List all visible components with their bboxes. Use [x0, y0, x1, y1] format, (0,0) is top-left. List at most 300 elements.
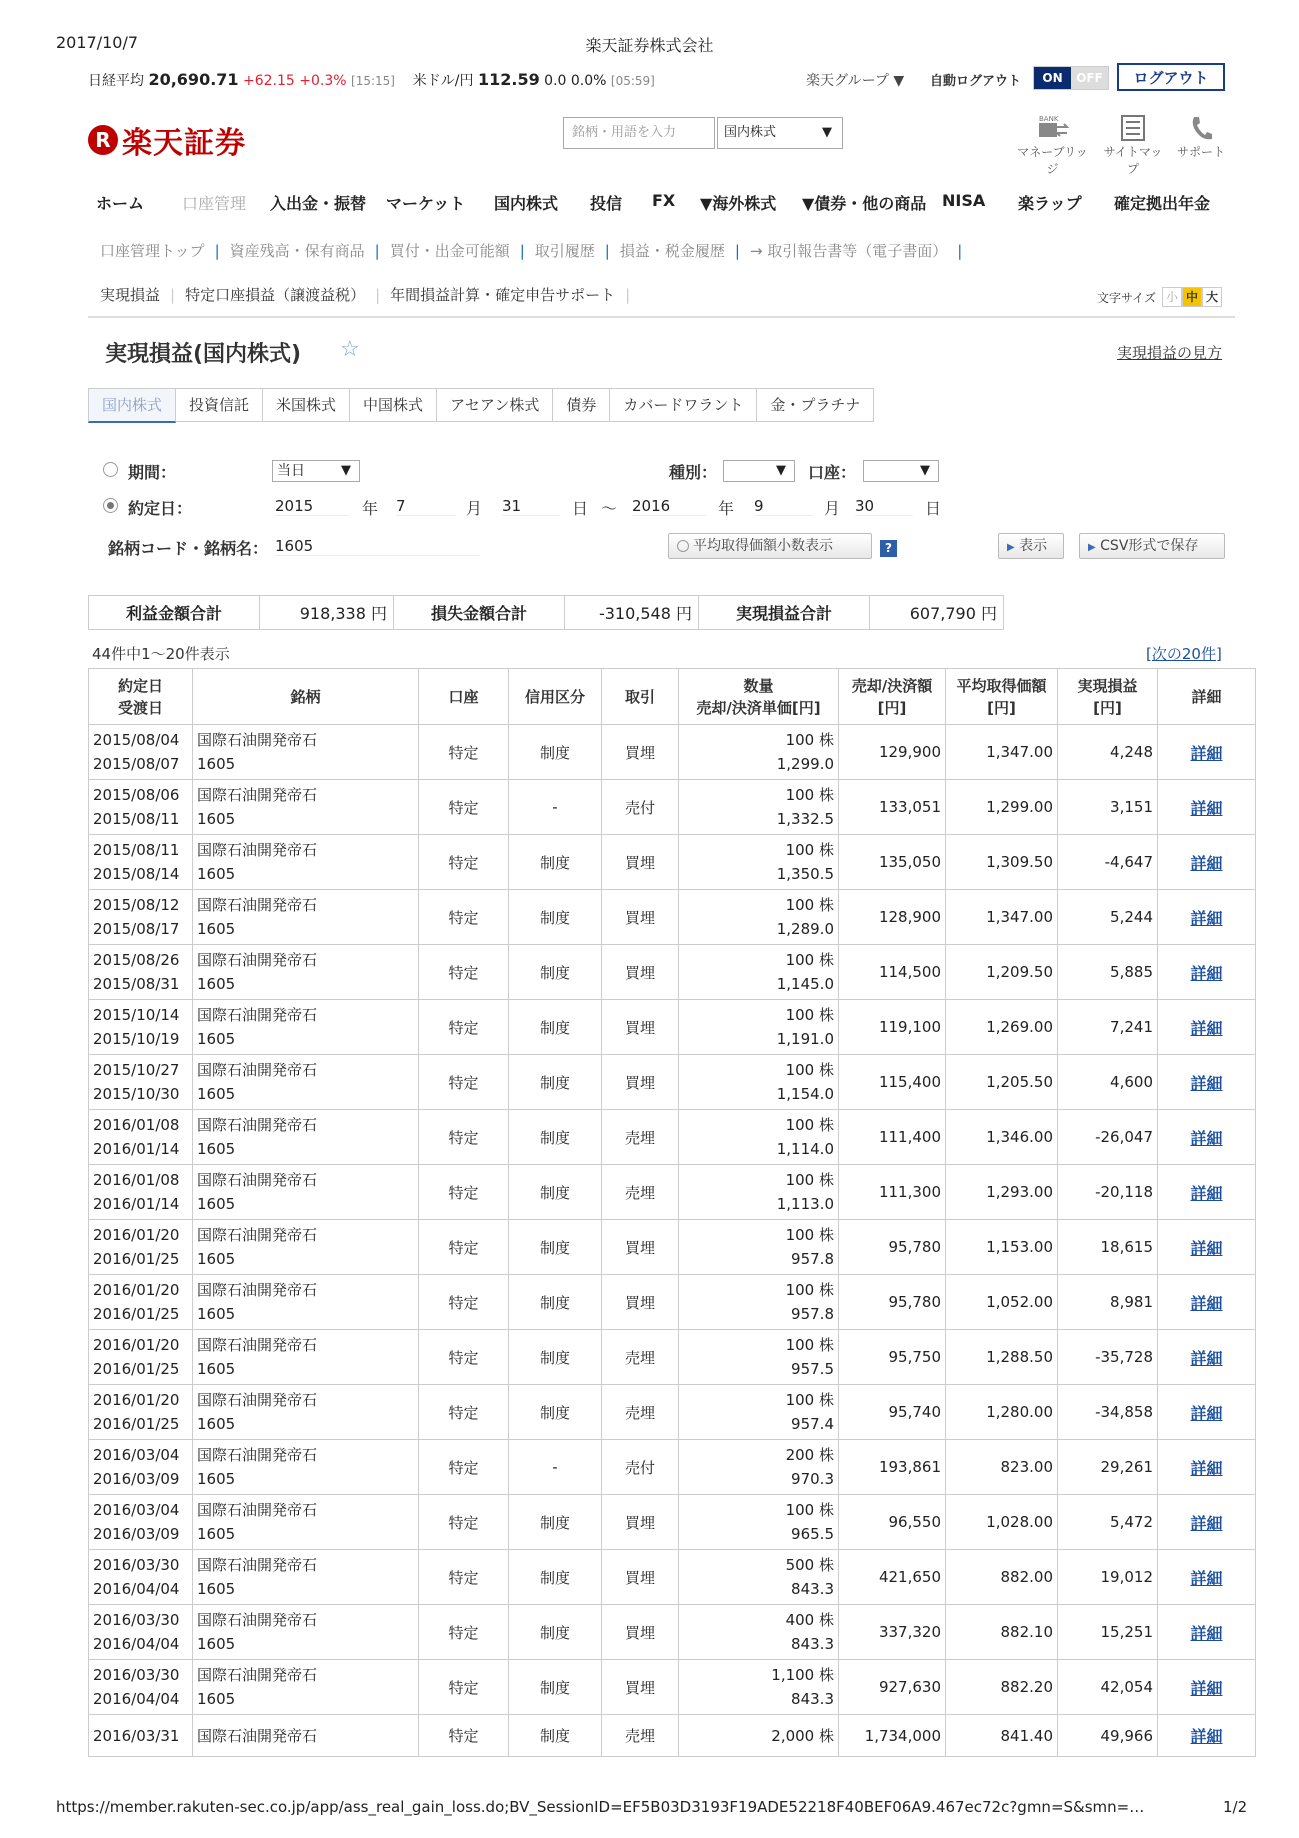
cell-avg-price: 882.10 [946, 1605, 1058, 1660]
trade-date: 2015/08/26 [93, 951, 180, 969]
subnav-item-0[interactable]: 口座管理トップ [100, 242, 205, 260]
cell-trade: 買埋 [602, 725, 679, 780]
money-bridge-link[interactable] [1015, 113, 1090, 177]
decimal-radio [677, 540, 689, 552]
stock-code: 1605 [197, 1525, 236, 1543]
detail-link[interactable]: 詳細 [1190, 908, 1223, 928]
trade-date: 2016/03/31 [93, 1726, 180, 1745]
period-radio[interactable] [103, 462, 118, 477]
stock-name: 国際石油開発帝石 [197, 786, 318, 804]
trade-date: 2015/08/12 [93, 896, 180, 914]
play-icon: ▶ [1007, 542, 1015, 553]
unit-price: 1,191.0 [776, 1030, 834, 1048]
bank-icon [1015, 113, 1090, 143]
table-header-row [89, 669, 1256, 725]
settle-date: 2016/03/09 [93, 1525, 180, 1543]
usdjpy-time: [05:59] [610, 74, 655, 88]
unit-price: 843.3 [791, 1690, 834, 1708]
money-bridge-label: マネーブリッジ [1017, 145, 1088, 176]
cell-amount: 111,300 [839, 1165, 946, 1220]
cell-trade: 売埋 [602, 1110, 679, 1165]
from-day-input[interactable]: 31 [502, 497, 560, 516]
table-row [89, 1605, 1256, 1660]
cell-amount: 133,051 [839, 780, 946, 835]
cell-dates [89, 1220, 193, 1275]
cell-amount: 119,100 [839, 1000, 946, 1055]
stock-code: 1605 [197, 1140, 236, 1158]
cell-qty [679, 1275, 839, 1330]
gainloss-nav-item-0[interactable]: 実現損益 [100, 286, 161, 304]
settle-date: 2016/01/25 [93, 1415, 180, 1433]
unit-price: 1,350.5 [776, 865, 834, 883]
detail-link[interactable]: 詳細 [1190, 1623, 1223, 1643]
cell-avg-price: 1,347.00 [946, 725, 1058, 780]
howto-link[interactable]: 実現損益の見方 [1117, 344, 1223, 362]
nav-item-8[interactable]: ▼債券・他の商品 [802, 194, 927, 213]
cell-name [193, 1550, 419, 1605]
cell-margin: 制度 [509, 1550, 602, 1605]
chevron-down-icon: ▼ [776, 463, 786, 478]
type-select[interactable] [723, 460, 795, 482]
cell-gain: 4,600 [1058, 1055, 1158, 1110]
cell-trade: 買埋 [602, 1605, 679, 1660]
col-amount-label: 売却/決済額 [851, 676, 933, 695]
cell-name [193, 1055, 419, 1110]
code-label: 銘柄コード・銘柄名： [108, 539, 269, 558]
unit-price: 957.5 [791, 1360, 834, 1378]
usdjpy-value: 112.59 [477, 70, 540, 89]
nav-item-0[interactable]: ホーム [96, 194, 145, 213]
next-page-link[interactable] [1146, 643, 1222, 664]
cell-margin: 制度 [509, 890, 602, 945]
cell-name [193, 1440, 419, 1495]
to-year-input[interactable]: 2016 [632, 497, 707, 516]
cell-gain: 3,151 [1058, 780, 1158, 835]
col-trade-date: 約定日 [117, 676, 163, 695]
cell-qty [679, 1550, 839, 1605]
cell-margin: 制度 [509, 1165, 602, 1220]
stock-code: 1605 [197, 810, 236, 828]
stock-name: 国際石油開発帝石 [197, 896, 318, 914]
settle-date: 2016/01/25 [93, 1305, 180, 1323]
cell-gain: -26,047 [1058, 1110, 1158, 1165]
print-url: https://member.rakuten-sec.co.jp/app/ass_real_gain_loss.do;BV_SessionID=EF5B03D3193F19ADE52218F40BEF06A9.467ec72c?gmn=S&smn=… [56, 1798, 1145, 1816]
stock-code: 1605 [197, 1250, 236, 1268]
nikkei-value: 20,690.71 [148, 70, 239, 89]
period-select[interactable] [272, 460, 360, 482]
cell-detail [1158, 725, 1256, 780]
table-row [89, 1715, 1256, 1757]
nav-item-7[interactable]: ▼海外株式 [700, 194, 777, 213]
cell-account: 特定 [419, 1055, 509, 1110]
day-unit: 日 [925, 499, 942, 518]
detail-link[interactable]: 詳細 [1190, 1458, 1223, 1478]
day-unit: 日 [572, 499, 589, 518]
table-row [89, 1110, 1256, 1165]
cell-account: 特定 [419, 1605, 509, 1660]
main-nav [96, 191, 1234, 214]
cell-gain: 49,966 [1058, 1715, 1158, 1757]
cell-account: 特定 [419, 1715, 509, 1757]
usdjpy-pct: 0.0% [570, 73, 607, 89]
cell-gain: -20,118 [1058, 1165, 1158, 1220]
cell-trade: 買埋 [602, 1275, 679, 1330]
quantity: 100 株 [785, 731, 834, 749]
cell-avg-price: 1,299.00 [946, 780, 1058, 835]
chevron-down-icon: ▼ [822, 125, 832, 140]
cell-trade: 売付 [602, 1440, 679, 1495]
cell-gain: -35,728 [1058, 1330, 1158, 1385]
cell-avg-price: 1,346.00 [946, 1110, 1058, 1165]
account-label: 口座： [808, 463, 857, 482]
cell-dates [89, 1495, 193, 1550]
usdjpy-label: 米ドル/円 [412, 73, 474, 89]
show-button-label: 表示 [1019, 538, 1048, 554]
month-unit: 月 [466, 499, 483, 518]
tab-4[interactable]: アセアン株式 [437, 388, 553, 422]
cell-detail [1158, 1165, 1256, 1220]
subnav-separator: | [957, 242, 963, 260]
cell-margin: 制度 [509, 1220, 602, 1275]
cell-name [193, 1495, 419, 1550]
trade-date: 2015/08/04 [93, 731, 180, 749]
sitemap-icon [1098, 113, 1168, 143]
subnav-item-2[interactable]: 買付・出金可能額 [389, 242, 510, 260]
cell-qty [679, 1330, 839, 1385]
help-icon[interactable]: ? [880, 540, 897, 557]
cell-detail [1158, 1110, 1256, 1165]
detail-link[interactable]: 詳細 [1190, 1568, 1223, 1588]
cell-qty [679, 725, 839, 780]
stock-code: 1605 [197, 1085, 236, 1103]
cell-dates [89, 1550, 193, 1605]
trade-date-radio[interactable] [103, 498, 118, 513]
detail-link[interactable]: 詳細 [1190, 1513, 1223, 1533]
tab-3[interactable]: 中国株式 [350, 388, 437, 422]
gainloss-nav-item-2[interactable]: 年間損益計算・確定申告サポート [390, 286, 616, 304]
detail-link[interactable]: 詳細 [1190, 1403, 1223, 1423]
nikkei-label: 日経平均 [88, 73, 144, 89]
nav-item-5[interactable]: 投信 [590, 194, 623, 213]
cell-amount: 95,740 [839, 1385, 946, 1440]
table-row [89, 1660, 1256, 1715]
from-month-input[interactable]: 7 [396, 497, 456, 516]
font-size-small[interactable]: 小 [1162, 287, 1182, 307]
quantity: 100 株 [785, 1171, 834, 1189]
detail-link[interactable]: 詳細 [1190, 1727, 1223, 1746]
stock-code: 1605 [197, 755, 236, 773]
detail-link[interactable]: 詳細 [1190, 1073, 1223, 1093]
tab-6[interactable]: カバードワラント [610, 388, 757, 422]
cell-trade: 買埋 [602, 835, 679, 890]
subnav-item-1[interactable]: 資産残高・保有商品 [229, 242, 365, 260]
cell-name [193, 1165, 419, 1220]
trade-date: 2016/01/08 [93, 1171, 180, 1189]
quantity: 100 株 [785, 841, 834, 859]
csv-save-button[interactable] [1079, 533, 1225, 559]
auto-logout-toggle[interactable] [1033, 66, 1109, 90]
font-size-large[interactable]: 大 [1202, 287, 1222, 307]
trade-date: 2016/03/04 [93, 1446, 180, 1464]
detail-link[interactable]: 詳細 [1190, 1128, 1223, 1148]
cell-margin: 制度 [509, 1110, 602, 1165]
quantity: 100 株 [785, 1281, 834, 1299]
tab-5[interactable]: 債券 [553, 388, 610, 422]
cell-dates [89, 1055, 193, 1110]
detail-link[interactable]: 詳細 [1190, 1348, 1223, 1368]
month-unit: 月 [824, 499, 841, 518]
table-row [89, 1495, 1256, 1550]
cell-dates [89, 725, 193, 780]
nav-item-3[interactable]: マーケット [386, 194, 466, 213]
subnav-item-3[interactable]: 取引履歴 [534, 242, 595, 260]
col-avg-label: 平均取得価額 [956, 676, 1047, 695]
cell-detail [1158, 1495, 1256, 1550]
from-year-input[interactable]: 2015 [275, 497, 350, 516]
logo-name: 楽天証券 [122, 126, 246, 161]
quantity: 1,100 株 [771, 1666, 834, 1684]
show-button[interactable] [998, 533, 1064, 559]
stock-code: 1605 [197, 920, 236, 938]
stock-name: 国際石油開発帝石 [197, 1556, 318, 1574]
stock-name: 国際石油開発帝石 [197, 1116, 318, 1134]
detail-link[interactable]: 詳細 [1190, 1018, 1223, 1038]
nav-item-4[interactable]: 国内株式 [494, 194, 559, 213]
trade-date: 2016/01/20 [93, 1391, 180, 1409]
cell-amount: 111,400 [839, 1110, 946, 1165]
toggle-on[interactable]: ON [1034, 67, 1071, 89]
font-size-switcher [1097, 287, 1222, 307]
cell-amount: 128,900 [839, 890, 946, 945]
detail-link[interactable]: 詳細 [1190, 1678, 1223, 1698]
play-icon: ▶ [1088, 542, 1096, 553]
cell-detail [1158, 1055, 1256, 1110]
support-link[interactable] [1170, 113, 1232, 160]
group-menu[interactable]: 楽天グループ ▼ [806, 73, 905, 89]
cell-dates [89, 1660, 193, 1715]
settle-date: 2016/03/09 [93, 1470, 180, 1488]
unit-price: 1,332.5 [776, 810, 834, 828]
subnav-item-5[interactable]: → 取引報告書等（電子書面） [749, 242, 948, 260]
trade-date: 2015/08/06 [93, 786, 180, 804]
cell-detail [1158, 1220, 1256, 1275]
stock-code: 1605 [197, 1030, 236, 1048]
cell-margin: 制度 [509, 1055, 602, 1110]
cell-name [193, 1660, 419, 1715]
subnav-item-4[interactable]: 損益・税金履歴 [619, 242, 725, 260]
cell-trade: 売付 [602, 780, 679, 835]
cell-avg-price: 1,028.00 [946, 1495, 1058, 1550]
cell-dates [89, 945, 193, 1000]
sitemap-link[interactable] [1098, 113, 1168, 177]
cell-name [193, 1385, 419, 1440]
col-amount [839, 669, 946, 725]
col-avg [946, 669, 1058, 725]
cell-name [193, 1000, 419, 1055]
stock-name: 国際石油開発帝石 [197, 1391, 318, 1409]
unit-price: 1,299.0 [776, 755, 834, 773]
profit-total-value: 918,338 円 [260, 596, 394, 630]
cell-avg-price: 882.00 [946, 1550, 1058, 1605]
stock-name: 国際石油開発帝石 [197, 1061, 318, 1079]
cell-name [193, 835, 419, 890]
tab-7[interactable]: 金・プラチナ [757, 388, 874, 422]
cell-name [193, 1330, 419, 1385]
cell-dates [89, 890, 193, 945]
detail-link[interactable]: 詳細 [1190, 1183, 1223, 1203]
cell-dates [89, 1110, 193, 1165]
summary-table [88, 595, 1004, 630]
cell-margin: 制度 [509, 1605, 602, 1660]
unit-price: 1,154.0 [776, 1085, 834, 1103]
cell-gain: 18,615 [1058, 1220, 1158, 1275]
gainloss-nav-item-1[interactable]: 特定口座損益（譲渡益税） [185, 286, 366, 304]
search-category-select[interactable] [717, 117, 843, 149]
nikkei-pct: +0.3% [299, 73, 347, 89]
stock-code: 1605 [197, 1690, 236, 1708]
range-tilde: 〜 [601, 499, 618, 518]
search-category-value: 国内株式 [724, 125, 777, 140]
cell-margin: 制度 [509, 1000, 602, 1055]
cell-amount: 95,780 [839, 1220, 946, 1275]
cell-trade: 売埋 [602, 1715, 679, 1757]
period-label: 期間： [128, 463, 177, 482]
cell-detail [1158, 1660, 1256, 1715]
cell-gain: 15,251 [1058, 1605, 1158, 1660]
cell-amount: 337,320 [839, 1605, 946, 1660]
detail-link[interactable]: 詳細 [1190, 963, 1223, 983]
nav-item-11[interactable]: 確定拠出年金 [1114, 194, 1211, 213]
detail-link[interactable]: 詳細 [1190, 743, 1223, 763]
stock-name: 国際石油開発帝石 [197, 1611, 318, 1629]
font-size-medium[interactable]: 中 [1182, 287, 1202, 307]
cell-avg-price: 1,347.00 [946, 890, 1058, 945]
search-input[interactable]: 銘柄・用語を入力 [563, 117, 715, 149]
cell-detail [1158, 1275, 1256, 1330]
stock-code: 1605 [197, 1635, 236, 1653]
cell-account: 特定 [419, 1275, 509, 1330]
stock-code: 1605 [197, 1195, 236, 1213]
nav-item-2[interactable]: 入出金・振替 [270, 194, 367, 213]
stock-name: 国際石油開発帝石 [197, 1446, 318, 1464]
cell-account: 特定 [419, 725, 509, 780]
decimal-display-button[interactable] [668, 533, 872, 559]
cell-avg-price: 1,269.00 [946, 1000, 1058, 1055]
cell-qty [679, 1385, 839, 1440]
subnav-separator: | [170, 286, 176, 304]
nav-item-10[interactable]: 楽ラップ [1018, 194, 1082, 213]
trade-date: 2016/01/20 [93, 1226, 180, 1244]
table-row [89, 945, 1256, 1000]
trade-date: 2016/03/30 [93, 1611, 180, 1629]
tab-2[interactable]: 米国株式 [263, 388, 350, 422]
nikkei-time: [15:15] [351, 74, 395, 88]
settle-date: 2015/08/31 [93, 975, 180, 993]
logo[interactable] [88, 118, 246, 162]
cell-qty [679, 1110, 839, 1165]
tab-1[interactable]: 投資信託 [176, 388, 263, 422]
detail-link[interactable]: 詳細 [1190, 1238, 1223, 1258]
col-qty-label: 数量 [743, 676, 774, 695]
settle-date: 2016/01/25 [93, 1360, 180, 1378]
cell-amount: 95,750 [839, 1330, 946, 1385]
net-total-label: 実現損益合計 [699, 596, 870, 630]
table-row [89, 1000, 1256, 1055]
to-day-input[interactable]: 30 [855, 497, 913, 516]
account-select[interactable] [863, 460, 939, 482]
cell-qty [679, 835, 839, 890]
cell-avg-price: 882.20 [946, 1660, 1058, 1715]
table-row [89, 1385, 1256, 1440]
cell-gain: 29,261 [1058, 1440, 1158, 1495]
tab-0[interactable]: 国内株式 [88, 388, 176, 423]
nav-item-6[interactable]: FX [652, 191, 676, 210]
cell-avg-price: 1,209.50 [946, 945, 1058, 1000]
cell-gain: 5,885 [1058, 945, 1158, 1000]
bank-badge: BANK [1038, 115, 1058, 123]
cell-dates [89, 1605, 193, 1660]
next-page-label[interactable]: 次の20件 [1151, 645, 1216, 663]
cell-account: 特定 [419, 1165, 509, 1220]
cell-amount: 114,500 [839, 945, 946, 1000]
cell-margin: 制度 [509, 1330, 602, 1385]
to-month-input[interactable]: 9 [754, 497, 814, 516]
table-row [89, 890, 1256, 945]
cell-qty [679, 1165, 839, 1220]
star-icon[interactable]: ☆ [340, 337, 360, 362]
loss-total-label: 損失金額合計 [394, 596, 565, 630]
cell-trade: 売埋 [602, 1385, 679, 1440]
cell-margin: 制度 [509, 1495, 602, 1550]
cell-amount: 421,650 [839, 1550, 946, 1605]
quantity: 100 株 [785, 786, 834, 804]
stock-name: 国際石油開発帝石 [197, 1501, 318, 1519]
detail-link[interactable]: 詳細 [1190, 1293, 1223, 1313]
code-input[interactable]: 1605 [275, 537, 480, 556]
stock-name: 国際石油開発帝石 [197, 1726, 318, 1745]
quantity: 100 株 [785, 951, 834, 969]
print-page-number: 1/2 [1223, 1798, 1248, 1816]
unit-price: 957.4 [791, 1415, 834, 1433]
logout-button[interactable]: ログアウト [1117, 63, 1225, 91]
stock-code: 1605 [197, 1580, 236, 1598]
settle-date: 2015/08/14 [93, 865, 180, 883]
col-name: 銘柄 [193, 669, 419, 725]
cell-account: 特定 [419, 1660, 509, 1715]
settle-date: 2016/04/04 [93, 1690, 180, 1708]
toggle-off[interactable]: OFF [1071, 67, 1108, 89]
detail-link[interactable]: 詳細 [1190, 853, 1223, 873]
cell-avg-price: 1,205.50 [946, 1055, 1058, 1110]
cell-gain: 7,241 [1058, 1000, 1158, 1055]
settle-date: 2015/10/30 [93, 1085, 180, 1103]
year-unit: 年 [718, 499, 735, 518]
trade-date: 2016/03/04 [93, 1501, 180, 1519]
cell-amount: 95,780 [839, 1275, 946, 1330]
sitemap-label: サイトマップ [1103, 145, 1163, 176]
cell-qty [679, 780, 839, 835]
nav-item-1[interactable]: 口座管理 [182, 194, 247, 213]
bracket-close: ] [1215, 645, 1222, 663]
bracket-open: [ [1146, 645, 1152, 663]
cell-avg-price: 1,280.00 [946, 1385, 1058, 1440]
col-dates [89, 669, 193, 725]
cell-trade: 買埋 [602, 1660, 679, 1715]
cell-qty [679, 1000, 839, 1055]
detail-link[interactable]: 詳細 [1190, 798, 1223, 818]
col-gain-label: 実現損益 [1077, 676, 1138, 695]
nav-item-9[interactable]: NISA [942, 191, 986, 210]
